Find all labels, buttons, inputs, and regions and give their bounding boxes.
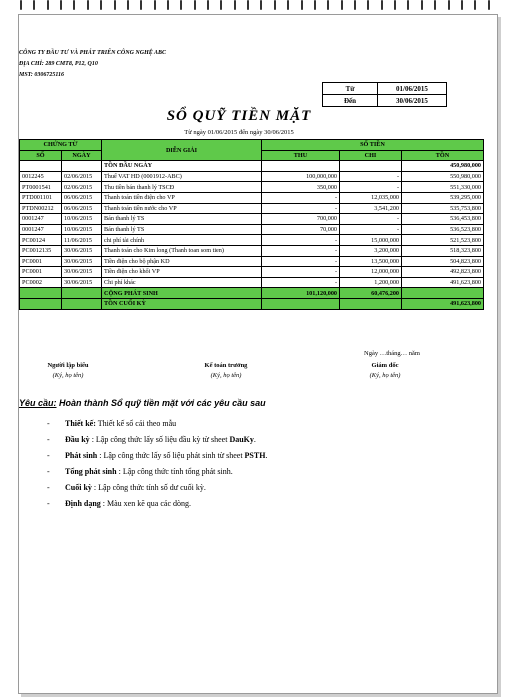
signature-note: (Ký, họ tên) — [369, 372, 401, 379]
requirement-item — [47, 419, 267, 435]
spiral-ring — [381, 0, 383, 10]
spiral-ring — [367, 0, 369, 10]
header-chi: CHI — [340, 150, 402, 161]
spiral-ring — [194, 0, 196, 10]
total-thu: 101,120,000 — [262, 288, 340, 299]
date-line: Ngày …tháng… năm — [364, 350, 420, 357]
doc-date: 06/06/2015 — [62, 192, 102, 203]
ton-balance: 536,453,800 — [402, 214, 484, 225]
spiral-ring — [247, 0, 249, 10]
requirement-text: : Màu xen kẽ qua các dòng. — [100, 499, 191, 508]
total-chi: 60,476,200 — [340, 288, 402, 299]
description: Thanh toán tiền nước cho VP — [102, 203, 262, 214]
spiral-ring — [33, 0, 35, 10]
requirement-text: : Lập công thức lấy số liệu đầu kỳ từ sheet — [89, 435, 230, 444]
header-so: SỐ — [20, 150, 62, 161]
doc-number: PC0001 — [20, 267, 62, 278]
ledger-row — [20, 267, 484, 278]
from-value: 01/06/2015 — [378, 83, 447, 95]
doc-date: 02/06/2015 — [62, 182, 102, 193]
doc-date: 06/06/2015 — [62, 203, 102, 214]
requirement-key: Thiết kế: — [65, 419, 96, 428]
ledger-row — [20, 203, 484, 214]
signature-role: Kế toán trưởng — [204, 362, 248, 369]
chi-amount: 1,200,000 — [340, 277, 402, 288]
requirement-item — [47, 499, 267, 515]
doc-number: PC0001 — [20, 256, 62, 267]
ledger-row — [20, 224, 484, 235]
ledger-row — [20, 182, 484, 193]
spiral-ring — [73, 0, 75, 10]
spiral-ring — [220, 0, 222, 10]
doc-date: 02/06/2015 — [62, 171, 102, 182]
company-address: ĐỊA CHỈ: 289 CMT8, P12, Q10 — [19, 61, 98, 67]
doc-number: PT0001541 — [20, 182, 62, 193]
requirement-item — [47, 467, 267, 483]
spiral-ring — [354, 0, 356, 10]
company-name: CÔNG TY ĐẦU TƯ VÀ PHÁT TRIỂN CÔNG NGHỆ ABC — [19, 50, 167, 56]
header-thu: THU — [262, 150, 340, 161]
spiral-ring — [180, 0, 182, 10]
ledger-row — [20, 235, 484, 246]
chi-amount: - — [340, 214, 402, 225]
header-ngay: NGÀY — [62, 150, 102, 161]
spiral-ring — [47, 0, 49, 10]
doc-number: PC0002 — [20, 277, 62, 288]
description: Tiền điện cho khối VP — [102, 267, 262, 278]
signature-role: Người lập biểu — [47, 362, 89, 369]
spiral-ring — [448, 0, 450, 10]
requirement-item — [47, 451, 267, 467]
ton-balance: 518,323,800 — [402, 245, 484, 256]
spiral-ring — [407, 0, 409, 10]
chi-amount: 12,000,000 — [340, 267, 402, 278]
to-value: 30/06/2015 — [378, 95, 447, 107]
opening-balance: 450,980,000 — [402, 161, 484, 172]
description: Chi phí khác — [102, 277, 262, 288]
opening-row — [20, 161, 484, 172]
spiral-ring — [60, 0, 62, 10]
doc-date: 10/06/2015 — [62, 224, 102, 235]
requirements-list — [47, 419, 267, 515]
from-label: Từ — [323, 83, 378, 95]
ton-balance: 521,523,800 — [402, 235, 484, 246]
doc-number: PC00124 — [20, 235, 62, 246]
total-row — [20, 288, 484, 299]
doc-number: PTD001101 — [20, 192, 62, 203]
requirement-text: : Lập công thức tính số dư cuối kỳ. — [91, 483, 206, 492]
description: Bán thanh lý TS — [102, 214, 262, 225]
signature-role: Giám đốc — [371, 362, 399, 369]
chi-amount: 12,035,000 — [340, 192, 402, 203]
spiral-ring — [260, 0, 262, 10]
period-box — [322, 82, 447, 107]
closing-balance: 491,623,800 — [402, 298, 484, 309]
ton-balance: 504,823,800 — [402, 256, 484, 267]
requirement-key: Phát sinh — [65, 451, 98, 460]
chi-amount: - — [340, 182, 402, 193]
doc-date: 11/06/2015 — [62, 235, 102, 246]
thu-amount: - — [262, 235, 340, 246]
opening-label: TỒN ĐẦU NGÀY — [102, 161, 262, 172]
requirement-item — [47, 483, 267, 499]
chi-amount: - — [340, 171, 402, 182]
spiral-ring — [127, 0, 129, 10]
ton-balance: 550,980,000 — [402, 171, 484, 182]
ton-balance: 536,523,800 — [402, 224, 484, 235]
spiral-ring — [154, 0, 156, 10]
thu-amount: 70,000 — [262, 224, 340, 235]
doc-date: 30/06/2015 — [62, 267, 102, 278]
to-label: Đến — [323, 95, 378, 107]
requirement-sheet-name: DauKy — [229, 435, 254, 444]
spiral-ring — [87, 0, 89, 10]
requirements-heading — [19, 398, 266, 408]
document-subtitle: Từ ngày 01/06/2015 đến ngày 30/06/2015 — [184, 129, 294, 136]
spiral-ring — [488, 0, 490, 10]
doc-date: 30/06/2015 — [62, 277, 102, 288]
doc-number: PTDN00212 — [20, 203, 62, 214]
spiral-ring — [461, 0, 463, 10]
spiral-ring — [474, 0, 476, 10]
ton-balance: 535,753,800 — [402, 203, 484, 214]
spiral-ring — [207, 0, 209, 10]
doc-date: 30/06/2015 — [62, 245, 102, 256]
description: Thanh toán cho Kim long (Thanh toan som tien) — [102, 245, 262, 256]
spiral-ring — [301, 0, 303, 10]
doc-number: 0001247 — [20, 224, 62, 235]
ton-balance: 491,623,800 — [402, 277, 484, 288]
description: chi phí tài chính — [102, 235, 262, 246]
company-info — [19, 48, 166, 81]
requirement-key: Tổng phát sinh — [65, 467, 117, 476]
chi-amount: 3,541,200 — [340, 203, 402, 214]
chi-amount: - — [340, 224, 402, 235]
requirement-end: . — [253, 435, 256, 444]
total-label: CỘNG PHÁT SINH — [102, 288, 262, 299]
spiral-ring — [100, 0, 102, 10]
spiral-ring — [287, 0, 289, 10]
spiral-ring — [274, 0, 276, 10]
header-dien-giai: DIỄN GIẢI — [102, 140, 262, 161]
signature-director — [325, 362, 445, 379]
notebook-spiral — [20, 0, 490, 12]
thu-amount: - — [262, 267, 340, 278]
header-so-tien: SỐ TIỀN — [262, 140, 484, 151]
ton-balance: 551,330,000 — [402, 182, 484, 193]
company-tax-code: MST: 0306725116 — [19, 72, 65, 78]
spiral-ring — [394, 0, 396, 10]
doc-number: PC0012135 — [20, 245, 62, 256]
doc-date: 30/06/2015 — [62, 256, 102, 267]
thu-amount: 100,000,000 — [262, 171, 340, 182]
header-chung-tu: CHỨNG TỪ — [20, 140, 102, 151]
spiral-ring — [421, 0, 423, 10]
closing-row — [20, 298, 484, 309]
description: Tiền điện cho bộ phận KD — [102, 256, 262, 267]
ledger-row — [20, 171, 484, 182]
document-title: SỔ QUỸ TIỀN MẶT — [166, 108, 312, 124]
chi-amount: 13,500,000 — [340, 256, 402, 267]
description: Thu tiền bán thanh lý TSCĐ — [102, 182, 262, 193]
doc-number: 0001247 — [20, 214, 62, 225]
signature-chief-accountant — [166, 362, 286, 379]
description: Bán thanh lý TS — [102, 224, 262, 235]
requirements-text: Hoàn thành Sổ quỹ tiền mặt với các yêu cầu sau — [56, 398, 266, 408]
closing-label: TỒN CUỐI KỲ — [102, 298, 262, 309]
signature-note: (Ký, họ tên) — [210, 372, 242, 379]
ledger-row — [20, 245, 484, 256]
ton-balance: 539,295,000 — [402, 192, 484, 203]
requirements-label: Yêu cầu: — [19, 398, 57, 408]
requirement-text: : Lập công thức tính tổng phát sinh. — [116, 467, 233, 476]
description: Thanh toán tiền điện cho VP — [102, 192, 262, 203]
spiral-ring — [314, 0, 316, 10]
cash-ledger-table — [19, 139, 484, 310]
chi-amount: 3,200,000 — [340, 245, 402, 256]
requirement-key: Cuối kỳ — [65, 483, 92, 492]
requirement-text: : Lập công thức lấy số liệu phát sinh từ sheet — [97, 451, 245, 460]
requirement-key: Định dạng — [65, 499, 101, 508]
thu-amount: - — [262, 256, 340, 267]
signature-note: (Ký, họ tên) — [52, 372, 84, 379]
spiral-ring — [20, 0, 22, 10]
signature-preparer — [8, 362, 128, 379]
requirement-end: . — [265, 451, 268, 460]
spiral-ring — [341, 0, 343, 10]
ledger-row — [20, 192, 484, 203]
thu-amount: - — [262, 203, 340, 214]
ledger-row — [20, 256, 484, 267]
thu-amount: 350,000 — [262, 182, 340, 193]
spiral-ring — [140, 0, 142, 10]
spiral-ring — [234, 0, 236, 10]
ledger-row — [20, 277, 484, 288]
thu-amount: 700,000 — [262, 214, 340, 225]
spiral-ring — [327, 0, 329, 10]
ton-balance: 492,823,800 — [402, 267, 484, 278]
spiral-ring — [114, 0, 116, 10]
thu-amount: - — [262, 192, 340, 203]
spiral-ring — [434, 0, 436, 10]
ledger-row — [20, 214, 484, 225]
requirement-text: Thiết kế sổ cái theo mẫu — [95, 419, 177, 428]
requirement-item — [47, 435, 267, 451]
requirement-sheet-name: PSTH — [244, 451, 266, 460]
header-ton: TỒN — [402, 150, 484, 161]
doc-date: 10/06/2015 — [62, 214, 102, 225]
chi-amount: 15,000,000 — [340, 235, 402, 246]
spiral-ring — [167, 0, 169, 10]
doc-number: 0012245 — [20, 171, 62, 182]
thu-amount: - — [262, 245, 340, 256]
thu-amount: - — [262, 277, 340, 288]
description: Thuế VAT HD (0001912-ABC) — [102, 171, 262, 182]
requirement-key: Đầu kỳ — [65, 435, 90, 444]
